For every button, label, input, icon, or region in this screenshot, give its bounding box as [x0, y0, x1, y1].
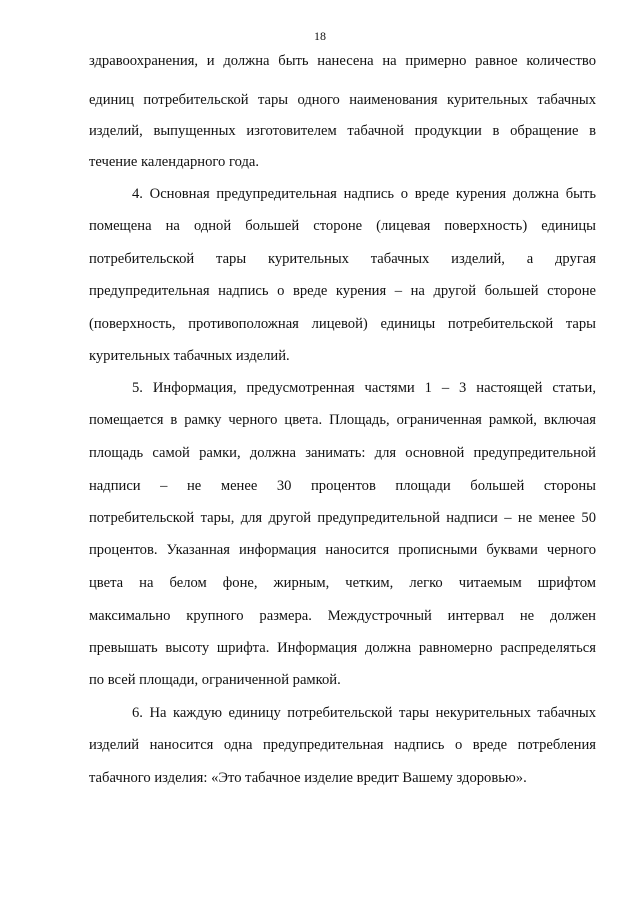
text-line: (поверхность, противоположная лицевой) единицы потребительской тары	[89, 316, 596, 332]
text-line: максимально крупного размера. Междустрочный интервал не должен	[89, 608, 596, 624]
text-line: течение календарного года.	[89, 154, 260, 170]
text-line: табачного изделия: «Это табачное изделие вредит Вашему здоровью».	[89, 770, 527, 786]
text-line: 6. На каждую единицу потребительской тары некурительных табачных	[132, 705, 596, 721]
text-line: единиц потребительской тары одного наименования курительных табачных	[89, 92, 596, 108]
text-line: здравоохранения, и должна быть нанесена на примерно равное количество	[89, 53, 596, 69]
page-number: 18	[314, 29, 326, 43]
text-line: превышать высоту шрифта. Информация должна равномерно распределяться	[89, 640, 596, 656]
text-line: предупредительная надпись о вреде курения – на другой большей стороне	[89, 283, 596, 299]
text-line: помещена на одной большей стороне (лицевая поверхность) единицы	[89, 218, 596, 234]
text-line: изделий наносится одна предупредительная надпись о вреде потребления	[89, 737, 596, 753]
text-line: по всей площади, ограниченной рамкой.	[89, 672, 341, 688]
text-line: потребительской тары, для другой предупредительной надписи – не менее 50	[89, 510, 596, 526]
text-line: курительных табачных изделий.	[89, 348, 290, 364]
text-line: цвета на белом фоне, жирным, четким, легко читаемым шрифтом	[89, 575, 596, 591]
text-line: процентов. Указанная информация наносится прописными буквами черного	[89, 542, 596, 558]
text-line: изделий, выпущенных изготовителем табачной продукции в обращение в	[89, 123, 596, 139]
text-line: надписи – не менее 30 процентов площади большей стороны	[89, 478, 596, 494]
text-line: площадь самой рамки, должна занимать: для основной предупредительной	[89, 445, 596, 461]
text-line: 5. Информация, предусмотренная частями 1 – 3 настоящей статьи,	[132, 380, 596, 396]
text-line: помещается в рамку черного цвета. Площадь, ограниченная рамкой, включая	[89, 412, 596, 428]
text-line: потребительской тары курительных табачных изделий, а другая	[89, 251, 596, 267]
text-line: 4. Основная предупредительная надпись о вреде курения должна быть	[132, 186, 596, 202]
